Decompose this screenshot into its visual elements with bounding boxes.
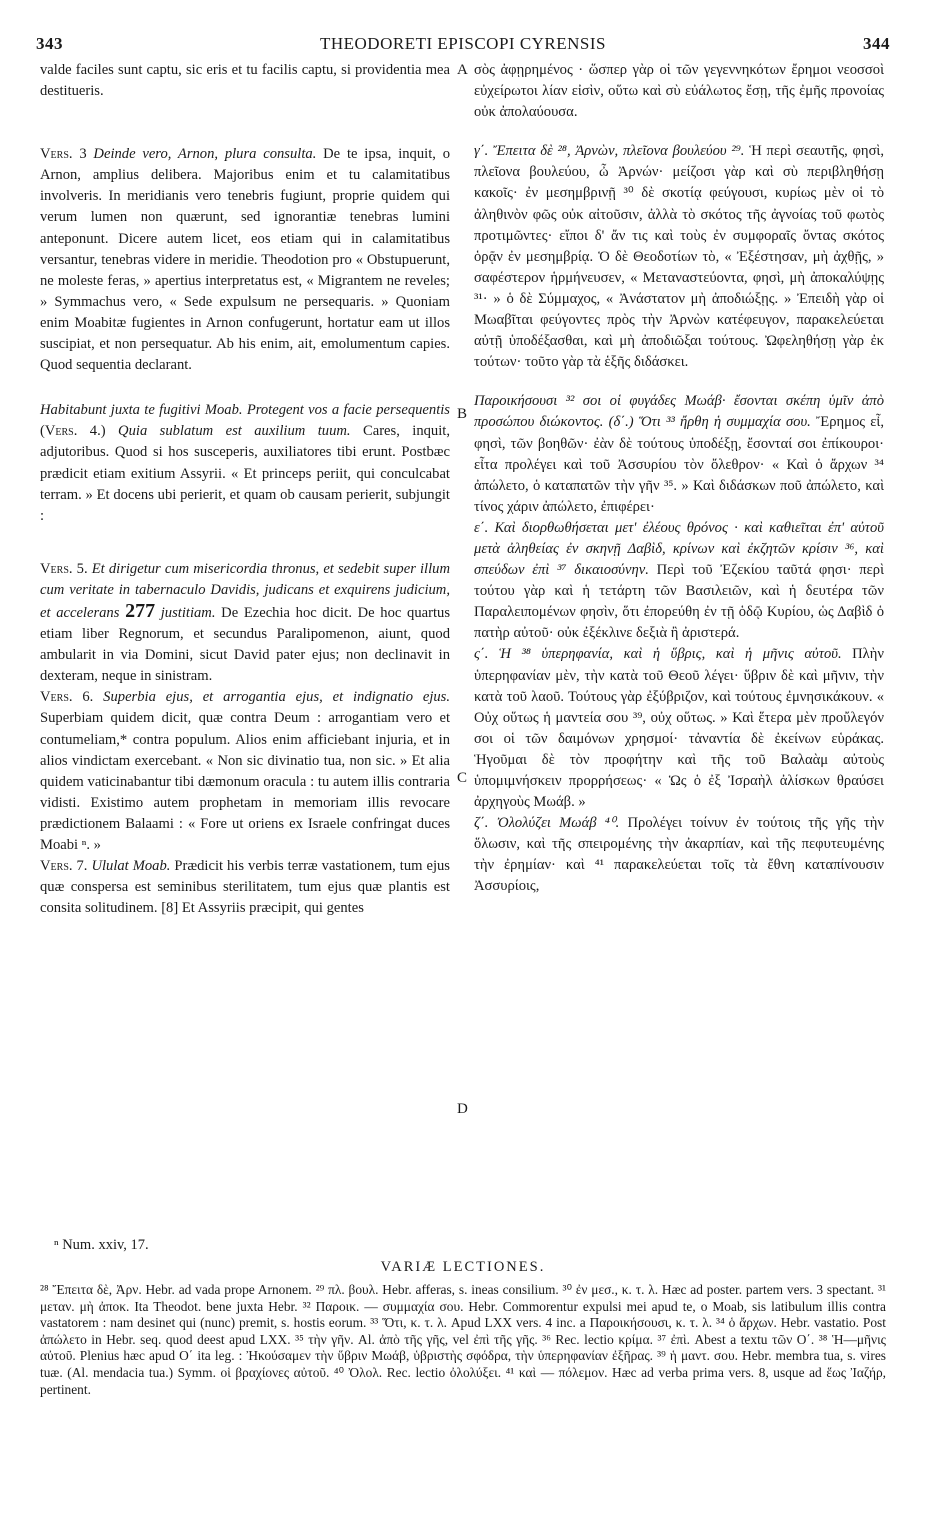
- verse-lemma: γ΄. Ἔπειτα δὲ ²⁸, Ἀρνὼν, πλεῖονα βουλεύου ²⁹.: [474, 143, 745, 160]
- verse-lemma: Deinde vero, Arnon, plura consulta.: [93, 146, 317, 163]
- commentary-text: De Ezechia hoc dicit. De hoc quartus etiam liber Regnorum, et secundus Paralipomenon, aiunt, quod ambularit in via Domini, sicut David pater ejus; non declinavit in dexteram, neque in sinistram.: [40, 604, 451, 685]
- verse-lemma: Superbia ejus, et arrogantia ejus, et indignatio ejus.: [103, 689, 450, 706]
- page-number-left: 343: [36, 34, 63, 53]
- greek-paragraph: [474, 644, 884, 813]
- verse-number: Vers. 3: [40, 146, 87, 163]
- verse-lemma: ς΄. Ἡ ³⁸ ὑπερηφανία, καὶ ἡ ὕβρις, καὶ ἡ μῆνις αὐτοῦ.: [474, 646, 842, 663]
- variant-readings-text: ²⁸ Ἔπειτα δὲ, Ἀρν. Hebr. ad vada prope Arnonem. ²⁹ πλ. βουλ. Hebr. afferas, s. ineas consilium. ³⁰ ἐν μεσ., κ. τ. λ. Hæc ad poster. partem vers. 3 spectant. ³¹ μεταν. μὴ ἀποκ. Ita Theodot. bene juxta Hebr. ³² Παροικ. — συμμαχία σου. Hebr. Commorentur expulsi mei apud te, o Moab, sis latibulum illis contra vastatorem : nam desinet qui (nunc) premit, s. hostis eorum. ³³ Ὅτι, κ. τ. λ. Apud LXX vers. 4 inc. a Παροικήσουσι, κ. τ. λ. ³⁴ ὁ ἄρχων. Hebr. vastatio. Post ἀπώλετο in Hebr. seq. quod deest apud LXX. ³⁵ τὴν γῆν. Al. ἀπὸ τῆς γῆς, vel ἐπὶ τῆς γῆς. ³⁶ Rec. lectio κρίμα. ³⁷ ἐπὶ. Abest a textu τῶν Ο΄. ³⁸ Ἡ—μῆνις αὐτοῦ. Plenius hæc apud Ο΄ ita leg. : Ἠκούσαμεν τὴν ὕβριν Μωάβ, ὑβριστὴς σφόδρα, τὴν ὑπερηφανίαν ἐξῆρας. ³⁹ ἡ μαντ. σου. Hebr. membra tua, s. vires tuæ. (Al. mendacia tua.) Symm. οἱ βραχίονες αὐτοῦ. ⁴⁰ Ὀλολ. Rec. lectio ὀλολύξει. ⁴¹ καὶ — πόλεμον. Hæc ad verba prima vers. 8, usque ad ἕως Ἰαζήρ, pertinent.: [40, 1282, 886, 1397]
- verse-lemma: Ululat Moab.: [91, 858, 171, 875]
- commentary-text: Ἔρημος εἶ, φησὶ, τῶν βοηθῶν· ἐὰν δὲ τούτους ὑποδέξῃ, ἔσονταί σοι ἐπίκουροι· εἶτα προλέγει καὶ τοῦ Ἀσσυρίου τὸν ὄλεθρον· « Καὶ ὁ ἄρχων ³⁴ ἀπώλετο, ὁ καταπατῶν τὴν γῆν ³⁵. » Καὶ διδάσκων ποῦ ἀπώλετο, καὶ τίνος χάριν ἀπώλετο, ἐπιφέρει·: [474, 414, 884, 515]
- verse-number: Vers. 7.: [40, 858, 88, 875]
- verse-number: (Vers. 4.): [40, 423, 106, 440]
- verse-lemma: Παροικήσουσι ³² σοι οἱ φυγάδες Μωάβ· ἔσονται σκέπη ὑμῖν ἀπὸ προσώπου διώκοντος. (δ΄.) Ὅτι ³³ ἤρθη ἡ συμμαχία σου.: [474, 393, 884, 431]
- verse-lemma: Et dirigetur cum misericordia thronus, et sedebit super illum cum veritate in tabernaculo Davidis, judicans et exquirens judicium, et accelerans: [40, 560, 450, 621]
- verse-lemma: Quia sublatum est auxilium tuum.: [118, 423, 351, 440]
- verse-lemma: justitiam.: [160, 604, 216, 621]
- margin-marker-c: C: [457, 770, 468, 786]
- greek-paragraph: [474, 141, 884, 373]
- footnote: ⁿ Num. xxiv, 17.: [54, 1237, 149, 1253]
- verse-lemma: ζ΄. Ὀλολύζει Μωάβ ⁴⁰.: [474, 815, 620, 832]
- margin-marker-a: A: [457, 62, 468, 78]
- verse-lemma: Habitabunt juxta te fugitivi Moab. Protegent vos a facie persequentis: [40, 402, 450, 419]
- greek-paragraph: [474, 518, 884, 645]
- edition-page-number: 277: [125, 599, 156, 622]
- verse-number: Vers. 5.: [40, 560, 88, 577]
- variae-lectiones: [40, 1282, 886, 1398]
- variae-lectiones-heading: VARIÆ LECTIONES.: [380, 1259, 546, 1275]
- greek-column: [474, 60, 884, 898]
- commentary-text: Ἡ περὶ σεαυτῆς, φησὶ, πλεῖονα βουλεύου, ὦ Ἀρνών· μείζοσι γὰρ καὶ σὺ περιβληθήσῃ κακοῖς· ἐν μεσημβρινῇ ³⁰ δὲ σκοτίᾳ φεύγουσι, κυρίως μὲν οἱ τὸ ἀληθινὸν φῶς οὐκ αἰτοῦσιν, ἀλλὰ τὸ σκότος τῆς ἀγνοίας τοῦ φωτὸς προτιμῶντες· εἴποι δ' ἄν τις καὶ τοὺς ἐν συμφοραῖς ὄντας σκότος ὁρᾷν ἐν μεσημβρίᾳ. Ὁ δὲ Θεοδοτίων τὸ, « Ἐξέστησαν, μὴ ἀχθῇς, » σαφέστερον ἡρμήνευσεν, « Μεταναστεύοντα, φησὶ, μὴ ἀποκαλύψῃς ³¹· » ὁ δὲ Σύμμαχος, « Ἀνάστατον μὴ ἀποδιώξῃς. » Ἐπειδὴ γὰρ οἱ Μωαβῖται φεύγοντες πρὸς τὴν Ἀρνὼν κατέφευγον, παρακελεύεται αὐτῇ ὑποδέξασθαι, καὶ μὴ ἀποδιῶξαι τούτους. Ὠφεληθήσῃ γὰρ ἐκ τούτων· τοῦτο γὰρ τὰ ἑξῆς διδάσκει.: [474, 143, 885, 371]
- margin-marker-b: B: [457, 406, 468, 422]
- margin-marker-d: D: [457, 1101, 468, 1117]
- commentary-text: Περὶ τοῦ Ἐζεκίου ταῦτά φησι· περὶ τούτου γὰρ καὶ ἡ τετάρτη τῶν Βασιλειῶν, καὶ ἡ δευτέρα τῶν Παραλειπομένων φησὶν, ὅτι ἐπορεύθη ἐν τῇ ὁδῷ Κυρίου, ὡς Δαβὶδ ὁ πατὴρ αὐτοῦ· οὐκ ἐξέκλινε δεξιὰ ἢ ἀριστερά.: [474, 562, 884, 642]
- commentary-text: Superbiam quidem dicit, quæ contra Deum : arrogantiam vero et contumeliam,* contra populum. Alios enim afficiebant injuria, et in alios vindictam exercebant. « Non sic divinatio tua, non sic. » Et alia quidem vaticinabantur tibi dæmonum oracula : tu autem illis contraria vidisti. Existimo autem prophetam in memoriam illis revocare prædictionem Balaami : « Fore ut oriens ex Israele confringat duces Moabi ⁿ. »: [40, 710, 450, 853]
- greek-paragraph: σὸς ἀφῃρημένος · ὥσπερ γὰρ οἱ τῶν γεγεννηκότων ἔρημοι νεοσσοὶ εὐχείρωτοι λίαν εἰσὶν, οὕτω καὶ σὺ εὐάλωτος ἔσῃ, τῆς ἐμῆς προνοίας οὐκ ἀπολαύουσα.: [474, 62, 884, 121]
- latin-paragraph: [40, 559, 450, 688]
- latin-paragraph: [40, 144, 450, 376]
- latin-column: [40, 60, 450, 919]
- commentary-text: Προλέγει τοίνυν ἐν τούτοις τῆς γῆς τὴν ὅλωσιν, καὶ τῆς σπειρομένης τὴν ἀκαρπίαν, καὶ τῆς πεφυτευμένης τὴν ἐρημίαν· καὶ ⁴¹ παρακελεύεται τοῖς τὰ ἔθνη καταπίνουσιν Ἀσσυρίοις,: [474, 815, 884, 895]
- verse-lemma: ε΄. Καὶ διορθωθήσεται μετ' ἐλέους θρόνος · καὶ καθιεῖται ἐπ' αὐτοῦ μετὰ ἀληθείας ἐν σκηνῇ Δαβὶδ, κρίνων καὶ ἐκζητῶν κρίσιν ³⁶, καὶ σπεύδων ἐπὶ ³⁷ δικαιοσύνην.: [474, 519, 884, 579]
- commentary-text: Πλὴν ὑπερηφανίαν μὲν, τὴν κατὰ τοῦ Θεοῦ λέγει· ὕβριν δὲ καὶ μῆνιν, τὴν κατὰ τοῦ λαοῦ. Τούτους γὰρ ἐξύβριζον, καὶ τούτους ἐμνησικάκουν. « Οὐχ οὕτως ἡ μαντεία σου ³⁹, οὐχ οὕτως. » Καὶ ἕτερα μὲν προὔλεγόν σοι οἱ τῶν δαιμόνων χρησμοί· τἀναντία δὲ ἐκείνων εὑράκας. Ἡγοῦμαι δὲ τὸν προφήτην καὶ τῆς τοῦ Βαλαὰμ αὐτοὺς ὑπομιμνήσκειν προρρήσεως· « Ὡς ὁ ἐξ Ἰσραὴλ ἀλίσκων θραύσει ἀρχηγοὺς Μωάβ. »: [474, 646, 884, 811]
- running-title: THEODORETI EPISCOPI CYRENSIS: [319, 34, 607, 53]
- commentary-text: De te ipsa, inquit, o Arnon, amplius delibera. Majoribus enim et tu calamitatibus involveris. In meridianis vero tenebris fugiunt, proprie quidem qui verum lumen non quærunt, sed ignorantiæ tenebras lumini anteponunt. Dicere autem licet, eos etiam qui in calamitatibus versantur, tenebras videre in meridie. Theodotion pro « Obstupuerunt, ne moleste feras, » apertius interpretatus est, « Migrantem ne reveles; » Symmachus vero, « Sede expulsum ne persequaris. » Quoniam enim Moabitæ fugientes in Arnon confugerunt, hortatur eam ut illos suscipiat, et non persequatur. Ab his enim, ait, emolumentum capies. Quod sequentia declarant.: [40, 146, 450, 374]
- page-number-right: 344: [863, 34, 890, 53]
- latin-paragraph: valde faciles sunt captu, sic eris et tu facilis captu, si providentia mea destitueris.: [40, 62, 450, 100]
- greek-paragraph: [474, 391, 884, 518]
- latin-paragraph: [40, 687, 450, 856]
- commentary-text: Cares, inquit, adjutoribus. Quod si hos susceperis, auxiliatores tibi erunt. Postbæc prædicit etiam exitium Assyrii. « Et princeps periit, qui conculcabat terram. » Et docens ubi perierit, et quam ob causam perierit, subjungit :: [40, 423, 450, 524]
- greek-paragraph: [474, 813, 884, 897]
- page-header: [36, 34, 890, 56]
- latin-paragraph: [40, 856, 450, 919]
- verse-number: Vers. 6.: [40, 689, 94, 706]
- latin-paragraph: [40, 400, 450, 527]
- commentary-text: Prædicit his verbis terræ vastationem, tum ejus quæ conspersa est seminibus sterilitatem, tum ejus quæ plantis est consita solitudinem. [8] Et Assyriis præcipit, qui gentes: [40, 858, 450, 917]
